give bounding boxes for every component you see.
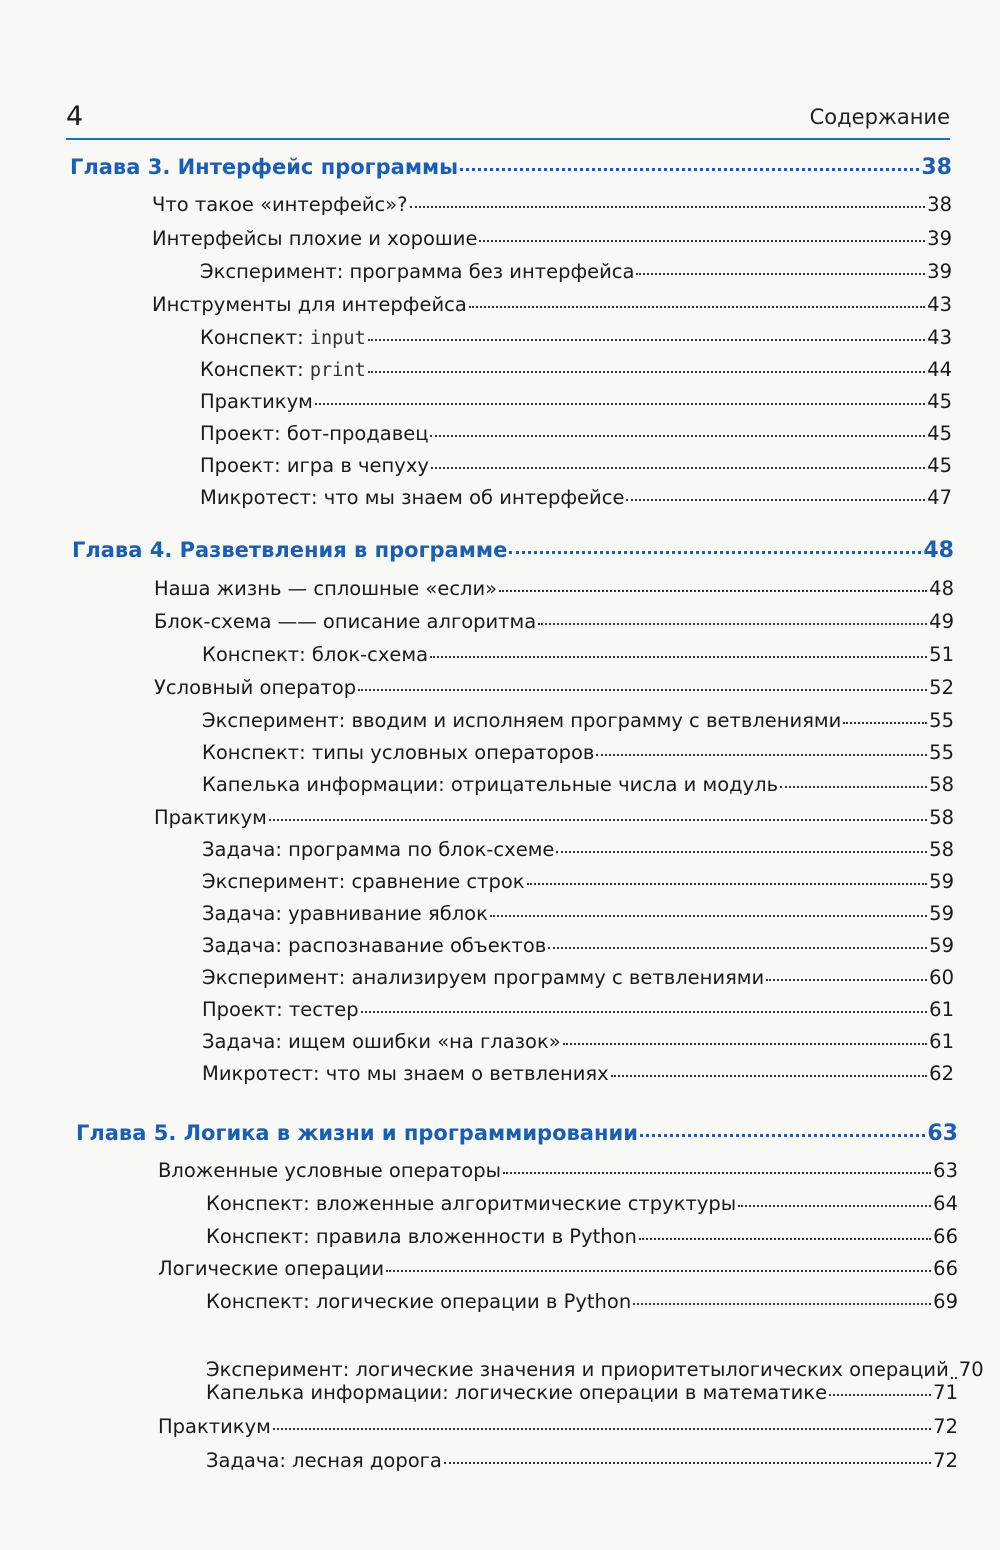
toc-entry <box>206 1322 984 1382</box>
toc-entry-label <box>158 1414 271 1439</box>
toc-entry-code: print <box>309 360 366 381</box>
toc-entry-text: Практикум <box>154 806 267 829</box>
toc-entry <box>206 1289 958 1314</box>
toc-entry <box>206 1191 958 1216</box>
toc-entry-label <box>202 1029 561 1054</box>
toc-page-number: 69 <box>933 1290 958 1313</box>
toc-entry-text: Эксперимент: программа без интерфейса <box>200 260 635 283</box>
dot-leader <box>479 240 925 242</box>
toc-entry-text: Что такое «интерфейс»? <box>152 193 408 216</box>
toc-entry <box>158 1158 958 1183</box>
toc-entry-text: Проект: тестер <box>202 998 359 1021</box>
toc-entry-label <box>202 837 554 862</box>
toc-entry <box>200 485 952 510</box>
dot-leader <box>509 551 921 554</box>
toc-entry-label <box>200 357 366 383</box>
toc-entry <box>206 1380 958 1405</box>
toc-chapter-entry <box>70 155 952 180</box>
dot-leader <box>490 915 927 917</box>
toc-entry-label <box>76 1121 638 1146</box>
toc-page-number: 52 <box>929 676 954 699</box>
toc-entry <box>202 642 954 667</box>
toc-entry-label <box>202 708 841 733</box>
toc-entry <box>154 609 954 634</box>
toc-entry-text: Конспект: <box>200 358 310 381</box>
toc-entry-text: Глава 4. Разветвления в программе <box>72 538 508 562</box>
toc-entry-label <box>70 155 458 180</box>
dot-leader <box>368 339 926 341</box>
toc-page-number: 39 <box>927 227 952 250</box>
toc-page-number: 59 <box>929 902 954 925</box>
toc-entry <box>202 933 954 958</box>
toc-entry-text: Задача: лесная дорога <box>206 1449 442 1472</box>
toc-page-number: 59 <box>929 934 954 957</box>
toc-entry-text: Задача: распознавание объектов <box>202 934 547 957</box>
toc-entry-text: Конспект: логические операции в Python <box>206 1290 632 1313</box>
page-number: 4 <box>66 101 84 132</box>
toc-entry-text: Эксперимент: вводим и исполняем программу с ветвлениями <box>202 709 842 732</box>
toc-entry <box>152 292 952 317</box>
dot-leader <box>431 467 925 469</box>
dot-leader <box>738 1205 931 1207</box>
toc-page-number: 48 <box>923 538 954 563</box>
dot-leader <box>596 754 927 756</box>
dot-leader <box>829 1394 931 1396</box>
dot-leader <box>368 371 926 373</box>
toc-entry-text: Глава 3. Интерфейс программы <box>70 155 459 179</box>
toc-page-number: 48 <box>929 577 954 600</box>
dot-leader <box>556 851 927 853</box>
toc-entry <box>200 259 952 284</box>
toc-page-number: 58 <box>929 773 954 796</box>
toc-page-number: 55 <box>929 709 954 732</box>
toc-entry-label <box>202 997 359 1022</box>
toc-entry-text: Конспект: правила вложенности в Python <box>206 1225 637 1248</box>
toc-entry <box>206 1448 958 1473</box>
dot-leader <box>538 623 927 625</box>
toc-page-number: 43 <box>927 326 952 349</box>
toc-entry-text: Практикум <box>158 1415 271 1438</box>
toc-entry-text: Микротест: что мы знаем об интерфейсе <box>200 486 625 509</box>
dot-leader <box>361 1011 927 1013</box>
toc-entry-label <box>152 226 477 251</box>
toc-entry <box>154 805 954 830</box>
toc-page-number: 45 <box>927 422 952 445</box>
toc-page-number: 60 <box>929 966 954 989</box>
dot-leader <box>780 786 927 788</box>
dot-leader <box>843 722 927 724</box>
toc-page-number: 66 <box>933 1257 958 1280</box>
toc-entry-text: Условный оператор <box>154 676 357 699</box>
toc-entry-text: Практикум <box>200 390 313 413</box>
toc-entry <box>200 357 952 383</box>
toc-entry-label <box>158 1158 501 1183</box>
toc-entry <box>200 453 952 478</box>
toc-entry-label <box>206 1448 442 1473</box>
toc-page-number: 64 <box>933 1192 958 1215</box>
toc-entry-text: Конспект: вложенные алгоритмические структуры <box>206 1192 737 1215</box>
dot-leader <box>430 656 927 658</box>
dot-leader <box>386 1270 931 1272</box>
toc-entry-text: Логические операции <box>158 1257 385 1280</box>
toc-page-number: 58 <box>929 806 954 829</box>
toc-entry-text: Задача: программа по блок-схеме <box>202 838 555 861</box>
toc-page-number: 45 <box>927 454 952 477</box>
toc-page-number: 70 <box>958 1358 984 1381</box>
toc-entry-label <box>154 675 356 700</box>
toc-entry-label <box>200 325 366 351</box>
dot-leader <box>766 979 927 981</box>
toc-entry-label <box>206 1289 631 1314</box>
toc-entry-label <box>202 869 525 894</box>
dot-leader <box>499 590 927 592</box>
toc-entry-label <box>152 192 408 217</box>
toc-entry-text: Эксперимент: анализируем программу с ветвлениями <box>202 966 765 989</box>
toc-entry-text: Конспект: блок-схема <box>202 643 429 666</box>
toc-page-number: 61 <box>929 1030 954 1053</box>
toc-entry-label <box>154 805 267 830</box>
toc-entry-label-continued: логических операций <box>725 1358 949 1381</box>
dot-leader <box>315 403 925 405</box>
dot-leader <box>626 499 925 501</box>
toc-entry-text: Проект: бот-продавец <box>200 422 429 445</box>
toc-entry-label <box>200 389 313 414</box>
toc-entry-text: Наша жизнь — сплошные «если» <box>154 577 498 600</box>
toc-page-number: 63 <box>927 1121 958 1146</box>
dot-leader <box>527 883 928 885</box>
toc-entry <box>200 389 952 414</box>
toc-page-number: 58 <box>929 838 954 861</box>
toc-entry <box>202 1061 954 1086</box>
page-header <box>66 96 950 140</box>
toc-entry <box>158 1256 958 1281</box>
toc-entry-label <box>200 453 429 478</box>
dot-leader <box>410 206 926 208</box>
dot-leader <box>273 1428 931 1430</box>
running-title: Содержание <box>809 105 950 129</box>
toc-entry <box>154 576 954 601</box>
toc-entry-label <box>202 965 764 990</box>
toc-entry-label <box>158 1256 384 1281</box>
toc-entry-text: Глава 5. Логика в жизни и программировании <box>76 1121 638 1145</box>
toc-entry <box>206 1224 958 1249</box>
toc-entry <box>202 740 954 765</box>
dot-leader <box>640 1134 925 1137</box>
toc-entry-label <box>200 421 428 446</box>
dot-leader <box>269 819 927 821</box>
toc-page-number: 72 <box>933 1449 958 1472</box>
toc-chapter-entry <box>76 1121 958 1146</box>
toc-page-number: 38 <box>921 155 952 180</box>
dot-leader <box>636 273 925 275</box>
toc-entry-text: Проект: игра в чепуху <box>200 454 429 477</box>
dot-leader <box>430 435 925 437</box>
toc-page-number: 55 <box>929 741 954 764</box>
toc-entry-text: Блок-схема —— описание алгоритма <box>154 610 537 633</box>
toc-page-number: 44 <box>927 358 952 381</box>
toc-entry-label <box>206 1224 637 1249</box>
toc-entry-label <box>202 642 428 667</box>
toc-page-number: 39 <box>927 260 952 283</box>
toc-page-number: 49 <box>929 610 954 633</box>
dot-leader <box>563 1043 927 1045</box>
toc-entry <box>158 1414 958 1439</box>
toc-entry-text: Конспект: типы условных операторов <box>202 741 595 764</box>
toc-entry-text: Инструменты для интерфейса <box>152 293 467 316</box>
toc-entry <box>202 997 954 1022</box>
dot-leader <box>548 947 927 949</box>
dot-leader <box>503 1172 931 1174</box>
toc-entry-label <box>206 1191 736 1216</box>
toc-entry <box>202 837 954 862</box>
toc-entry-label <box>206 1380 827 1405</box>
toc-page-number: 72 <box>933 1415 958 1438</box>
toc-entry-label <box>200 485 624 510</box>
toc-entry <box>200 325 952 351</box>
dot-leader <box>469 306 925 308</box>
toc-entry <box>200 421 952 446</box>
toc-entry-text: Задача: уравнивание яблок <box>202 902 488 925</box>
toc-chapter-entry <box>72 538 954 563</box>
toc-entry-text: Эксперимент: сравнение строк <box>202 870 525 893</box>
toc-entry-text: Интерфейсы плохие и хорошие <box>152 227 478 250</box>
toc-entry-text: Задача: ищем ошибки «на глазок» <box>202 1030 561 1053</box>
dot-leader <box>444 1462 931 1464</box>
toc-entry-text: Конспект: <box>200 326 310 349</box>
dot-leader <box>358 689 927 691</box>
toc-page-number: 45 <box>927 390 952 413</box>
toc-page-number: 43 <box>927 293 952 316</box>
toc-entry-label <box>202 933 546 958</box>
toc-entry <box>202 901 954 926</box>
toc-page-number: 38 <box>927 193 952 216</box>
dot-leader <box>633 1303 931 1305</box>
dot-leader <box>460 168 919 171</box>
toc-page-number: 47 <box>927 486 952 509</box>
toc-page-number: 59 <box>929 870 954 893</box>
toc-entry <box>202 772 954 797</box>
dot-leader <box>951 1377 957 1379</box>
toc-page-number: 71 <box>933 1381 958 1404</box>
toc-page-number: 61 <box>929 998 954 1021</box>
toc-entry-label: Эксперимент: логические значения и приоритеты <box>206 1358 726 1381</box>
toc-entry <box>202 869 954 894</box>
toc-page-number: 51 <box>929 643 954 666</box>
toc-entry-label <box>200 259 634 284</box>
toc-entry <box>154 675 954 700</box>
dot-leader <box>639 1238 931 1240</box>
toc-entry <box>202 1029 954 1054</box>
toc-entry-label <box>154 609 536 634</box>
toc-entry-text: Вложенные условные операторы <box>158 1159 501 1182</box>
toc-entry-label <box>152 292 467 317</box>
toc-entry <box>202 965 954 990</box>
toc-entry-code: input <box>309 328 366 349</box>
toc-entry-text: Капелька информации: отрицательные числа и модуль <box>202 773 779 796</box>
toc-entry-label <box>154 576 497 601</box>
toc-entry <box>152 192 952 217</box>
toc-page-number: 66 <box>933 1225 958 1248</box>
dot-leader <box>611 1075 927 1077</box>
toc-page-number: 63 <box>933 1159 958 1182</box>
toc-page-number: 62 <box>929 1062 954 1085</box>
toc-entry-label <box>202 740 594 765</box>
toc-entry-text: Микротест: что мы знаем о ветвлениях <box>202 1062 609 1085</box>
toc-entry <box>152 226 952 251</box>
toc-entry <box>202 708 954 733</box>
toc-entry-text: Капелька информации: логические операции в математике <box>206 1381 828 1404</box>
toc-entry-label <box>202 772 778 797</box>
toc-entry-label <box>202 1061 609 1086</box>
toc-entry-label <box>202 901 488 926</box>
toc-entry-label <box>72 538 507 563</box>
